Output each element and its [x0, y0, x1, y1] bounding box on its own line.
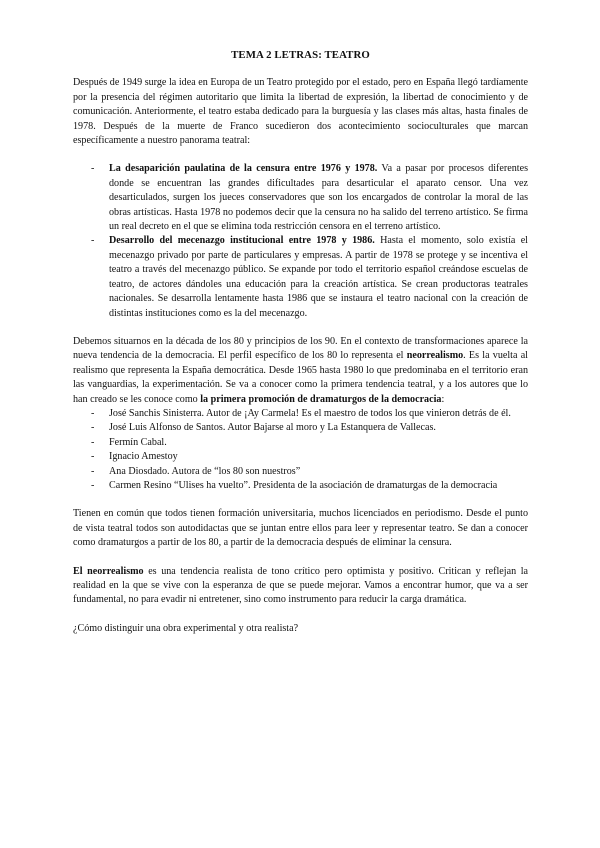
- decade-text-1: Debemos situarnos en la década de los 80 y principios de los 90. En el contexto de transformaciones aparece la nueva tendencia de la democracia. El perfil específico de los 80 lo representa el: [73, 335, 528, 362]
- list-item: - Carmen Resino “Ulises ha vuelto”. Presidenta de la asociación de dramaturgas de la democracia: [109, 479, 528, 493]
- list-item: [109, 234, 528, 320]
- promotion-term: la primera promoción de dramaturgos de la democracia: [200, 393, 442, 405]
- common-paragraph: Tienen en común que todos tienen formación universitaria, muchos licenciados en periodismo. Desde el punto de vista teatral todos son autodidactas que se juntan entre ellos para leer y representar teatro. Se dan a conocer como dramaturgos a partir de los 80, a partir de la democracia después de eliminar la censura.: [73, 508, 528, 549]
- event-text: Hasta el momento, solo existía el mecenazgo privado por parte de particulares y empresas. A partir de 1978 se protege y se incentiva el teatro a través del mecenazgo público. Se expande por todo el territorio español creándose escuelas de teatro, de actores dándoles una educación para la creación artística. Se crean productoras teatrales nacionales. Se desarrolla lentamente hasta 1986 que se instaura el teatro nacional con la creación de distintas instituciones como es la del mecenazgo.: [109, 235, 528, 319]
- neorrealismo-paragraph: [73, 565, 528, 608]
- event-heading: Desarrollo del mecenazgo institucional entre 1978 y 1986.: [109, 235, 375, 247]
- list-item: - José Luis Alfonso de Santos. Autor Bajarse al moro y La Estanquera de Vallecas.: [109, 421, 528, 435]
- event-text: Va a pasar por procesos diferentes donde se encuentran las grandes dificultades para desarticular el aparato censor. Una vez desarticulados, surgen los jueces conservadores que son los encargados de controlar la moral de las obras artísticas. Hasta 1978 no podemos decir que la censura no ha salido del terreno artístico. Se firma un real decreto en el que se elimina toda restricción censora en el terreno artístico.: [109, 163, 528, 233]
- authors-list: [109, 407, 528, 493]
- list-item: - Ana Diosdado. Autora de “los 80 son nuestros”: [109, 465, 528, 479]
- event-heading: La desaparición paulatina de la censura entre 1976 y 1978.: [109, 163, 378, 175]
- list-item: [109, 162, 528, 234]
- neorrealismo-heading: El neorrealismo: [73, 565, 144, 577]
- decade-text-3: :: [441, 393, 445, 405]
- decade-text-2: . Es la vuelta al realismo que representa la España democrática. Desde 1965 hasta 1980 lo que predominaba en el territorio eran las vanguardias, la experimentación. Se va a conocer como la primera tendencia teatral, y a los autores que lo han creado se les conoce como: [73, 350, 528, 405]
- list-item: - Fermín Cabal.: [109, 436, 528, 450]
- events-list: [109, 162, 528, 320]
- question-paragraph: ¿Cómo distinguir una obra experimental y otra realista?: [73, 622, 299, 634]
- intro-paragraph: Después de 1949 surge la idea en Europa de un Teatro protegido por el estado, pero en España llegó tardíamente por la presencia del régimen autoritario que limita la libertad de expresión, la libertad de conocimiento y de comunicación. Anteriormente, el teatro estaba dedicado para la burguesía y las clases más altas, hasta finales de 1978. Después de la muerte de Franco sucedieron dos acontecimiento socioculturales que marcan específicamente a nuestro panorama teatral:: [73, 77, 528, 147]
- neorrealismo-text: es una tendencia realista de tono crítico pero optimista y positivo. Critican y reflejan la realidad en la que se vive con la esperanza de que se puede mejorar. Vamos a encontrar humor, que va a ser fundamental, no para evadir ni entretener, sino como instrumento para reducir la carga dramática.: [73, 565, 529, 606]
- decade-paragraph: [73, 335, 528, 407]
- document-title: TEMA 2 LETRAS: TEATRO: [231, 49, 370, 61]
- neorrealismo-term: neorrealismo: [406, 350, 464, 362]
- list-item: - José Sanchis Sinisterra. Autor de ¡Ay Carmela! Es el maestro de todos los que vinieron detrás de él.: [109, 407, 528, 421]
- list-item: - Ignacio Amestoy: [109, 450, 528, 464]
